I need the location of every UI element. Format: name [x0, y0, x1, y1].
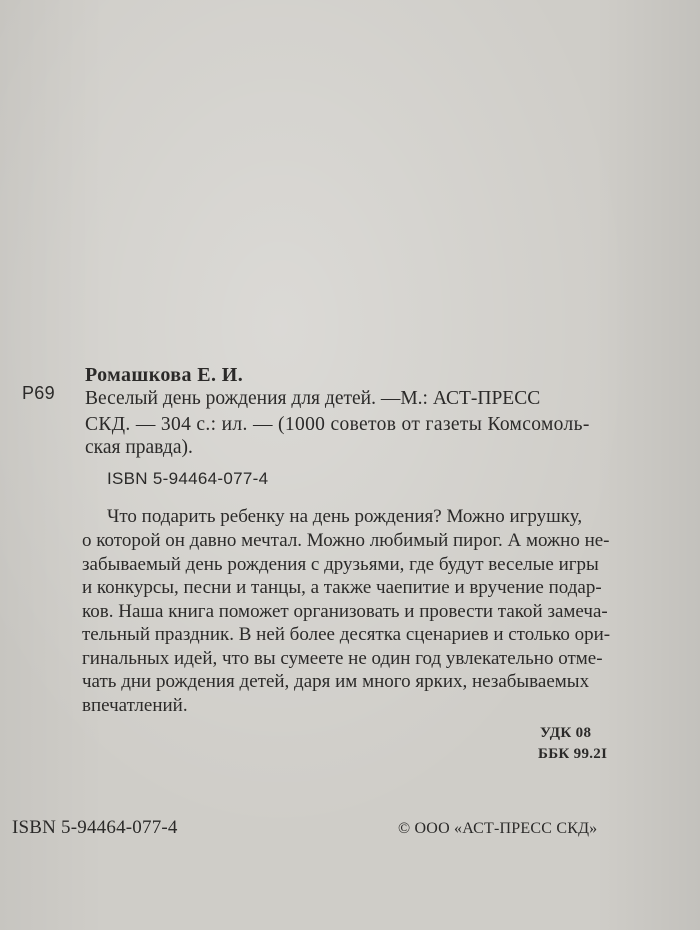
abstract-line: и конкурсы, песни и танцы, а также чаепитие и вручение подар- [82, 577, 602, 598]
abstract-line: ков. Наша книга поможет организовать и провести такой замеча- [82, 601, 608, 622]
abstract-line: тельный праздник. В ней более десятка сценариев и столько ори- [82, 624, 611, 645]
abstract-line: забываемый день рождения с друзьями, где будут веселые игры [82, 554, 599, 575]
bbk-code: ББК 99.2I [538, 746, 608, 762]
isbn-entry: ISBN 5-94464-077-4 [107, 469, 269, 488]
author-name: Ромашкова Е. И. [85, 364, 244, 386]
classification-code: Р69 [22, 383, 55, 403]
bibliographic-line: ская правда). [85, 437, 193, 458]
bibliographic-line: СКД. — 304 с.: ил. — (1000 советов от газеты Комсомоль- [85, 414, 590, 435]
udk-code: УДК 08 [540, 725, 592, 741]
footer-isbn: ISBN 5-94464-077-4 [12, 817, 178, 838]
copyright-notice: © ООО «АСТ-ПРЕСС СКД» [398, 820, 598, 837]
abstract-line: впечатлений. [82, 695, 188, 716]
abstract-line: о которой он давно мечтал. Можно любимый пирог. А можно не- [82, 530, 610, 551]
abstract-line: гинальных идей, что вы сумеете не один год увлекательно отме- [82, 648, 603, 669]
abstract-line: Что подарить ребенку на день рождения? Можно игрушку, [107, 506, 583, 527]
bibliographic-line: Веселый день рождения для детей. —М.: АСТ-ПРЕСС [85, 388, 541, 409]
abstract-line: чать дни рождения детей, даря им много ярких, незабываемых [82, 671, 590, 692]
